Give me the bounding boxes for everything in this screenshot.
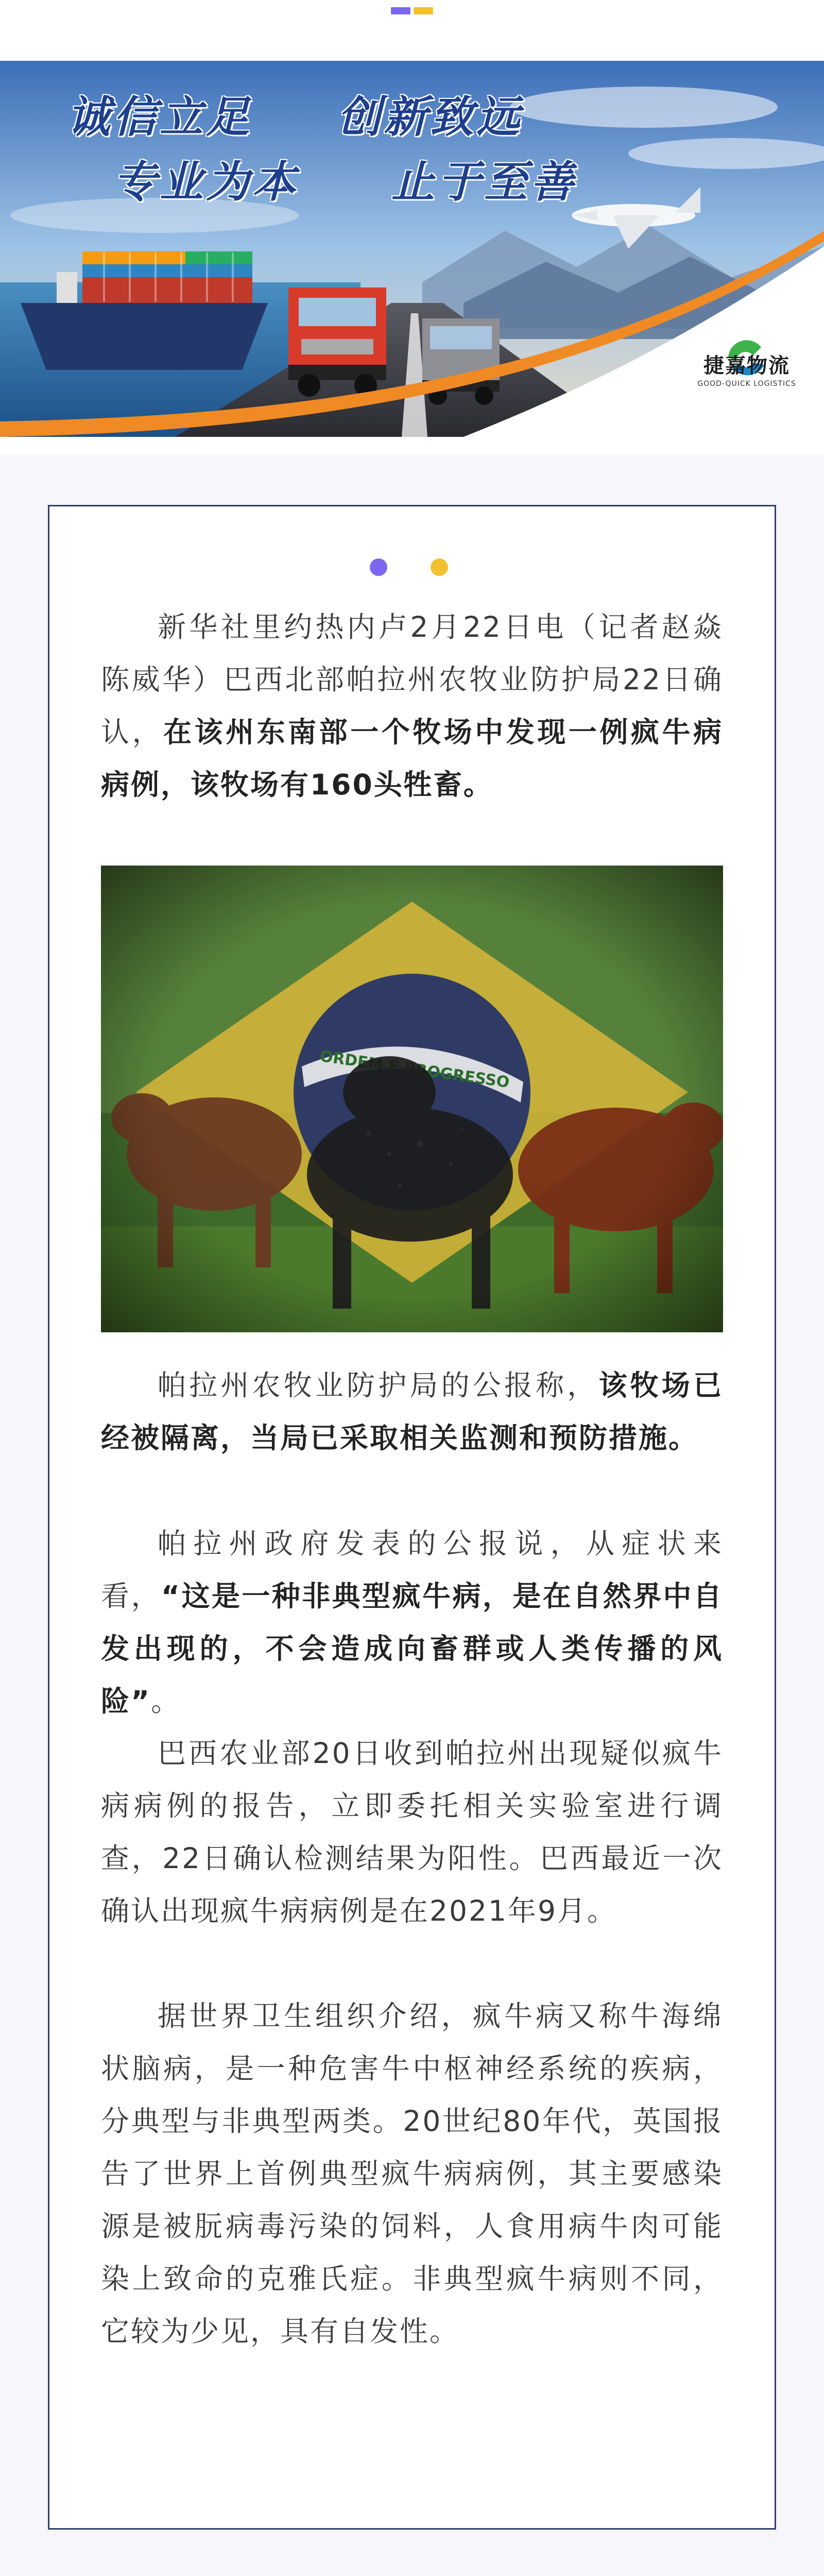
paragraph-4: 巴西农业部20日收到帕拉州出现疑似疯牛病病例的报告，立即委托相关实验室进行调查，22日确认检测结果为阳性。巴西最近一次确认出现疯牛病病例是在2021年9月。 [101, 1737, 723, 1927]
purple-dot [370, 558, 387, 576]
purple-dash [391, 7, 410, 14]
yellow-dot [431, 558, 448, 576]
yellow-dash [414, 7, 433, 14]
article-photo [101, 866, 723, 1332]
paragraph-1 [101, 601, 723, 811]
slogan-honesty: 诚信立足 [67, 91, 253, 142]
card-dots [370, 558, 448, 576]
paragraph-3-highlight: “这是一种非典型疯牛病，是在自然界中自发出现的，不会造成向畜群或人类传播的风险” [101, 1580, 723, 1718]
top-decoration [0, 7, 824, 16]
paragraph-5: 据世界卫生组织介绍，疯牛病又称牛海绵状脑病，是一种危害牛中枢神经系统的疾病，分典型与非典型两类。20世纪80年代，英国报告了世界上首例典型疯牛病病例，其主要感染源是被朊病毒污染的饲料，人食用病牛肉可能染上致命的克雅氏症。非典型疯牛病则不同，它较为少见，具有自发性。 [101, 1999, 723, 2348]
paragraph-1-text: 新华社里约热内卢2月22日电（记者赵焱 陈威华）巴西北部帕拉州农牧业防护局22日确认， [101, 611, 723, 749]
slogan-excellence: 止于至善 [391, 156, 577, 207]
paragraph-2-text: 帕拉州农牧业防护局的公报称， [158, 1369, 599, 1402]
paragraph-3-end: 。 [151, 1685, 181, 1718]
cattle-flag-photo [101, 866, 723, 1332]
paragraph-3 [101, 1517, 723, 1727]
paragraph-2 [101, 1359, 723, 1464]
paragraph-3-text: 帕拉州政府发表的公报说，从症状来看， [101, 1527, 723, 1613]
header-banner [0, 61, 824, 437]
slogan-professional: 专业为本 [113, 156, 299, 207]
paragraph-2-highlight: 该牧场已经被隔离，当局已采取相关监测和预防措施。 [101, 1369, 723, 1454]
slogan-innovation: 创新致远 [337, 91, 523, 142]
banner-logo [685, 329, 809, 388]
paragraph-1-highlight: 在该州东南部一个牧场中发现一例疯牛病病例，该牧场有160头牲畜。 [101, 716, 723, 801]
banner-logo-cn: 捷嘉物流 [703, 354, 790, 378]
banner-logo-en: GOOD-QUICK LOGISTICS [697, 380, 796, 388]
